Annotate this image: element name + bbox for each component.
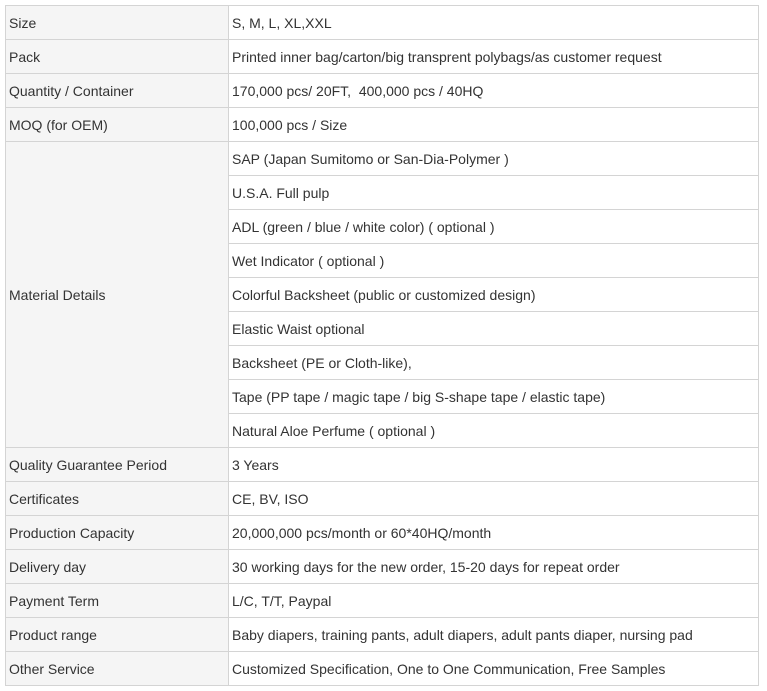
- spec-row-quality-guarantee: [6, 448, 759, 482]
- spec-label: Quantity / Container: [6, 74, 229, 108]
- spec-value: Baby diapers, training pants, adult diapers, adult pants diaper, nursing pad: [229, 618, 759, 652]
- spec-row-production-capacity: [6, 516, 759, 550]
- spec-value: CE, BV, ISO: [229, 482, 759, 516]
- material-item: U.S.A. Full pulp: [229, 176, 759, 210]
- spec-label-material: Material Details: [6, 142, 229, 448]
- spec-value: 3 Years: [229, 448, 759, 482]
- spec-row-delivery-day: [6, 550, 759, 584]
- spec-row-product-range: [6, 618, 759, 652]
- spec-value: 170,000 pcs/ 20FT, 400,000 pcs / 40HQ: [229, 74, 759, 108]
- spec-label: MOQ (for OEM): [6, 108, 229, 142]
- spec-value: L/C, T/T, Paypal: [229, 584, 759, 618]
- spec-value: S, M, L, XL,XXL: [229, 6, 759, 40]
- spec-row-size: [6, 6, 759, 40]
- spec-value: Customized Specification, One to One Communication, Free Samples: [229, 652, 759, 686]
- spec-row-moq: [6, 108, 759, 142]
- material-item: Backsheet (PE or Cloth-like),: [229, 346, 759, 380]
- spec-row-other-service: [6, 652, 759, 686]
- product-spec-table: [5, 5, 759, 686]
- material-item: SAP (Japan Sumitomo or San-Dia-Polymer ): [229, 142, 759, 176]
- spec-table-body: [6, 6, 759, 686]
- spec-value: 30 working days for the new order, 15-20 days for repeat order: [229, 550, 759, 584]
- material-item: Elastic Waist optional: [229, 312, 759, 346]
- material-item: Natural Aloe Perfume ( optional ): [229, 414, 759, 448]
- spec-label: Quality Guarantee Period: [6, 448, 229, 482]
- material-item: Colorful Backsheet (public or customized design): [229, 278, 759, 312]
- spec-label: Product range: [6, 618, 229, 652]
- spec-value: 100,000 pcs / Size: [229, 108, 759, 142]
- spec-row-material: [6, 142, 759, 176]
- material-item: Tape (PP tape / magic tape / big S-shape tape / elastic tape): [229, 380, 759, 414]
- spec-label: Production Capacity: [6, 516, 229, 550]
- spec-value: 20,000,000 pcs/month or 60*40HQ/month: [229, 516, 759, 550]
- spec-row-pack: [6, 40, 759, 74]
- spec-row-payment-term: [6, 584, 759, 618]
- spec-row-quantity: [6, 74, 759, 108]
- spec-label: Other Service: [6, 652, 229, 686]
- spec-label: Certificates: [6, 482, 229, 516]
- spec-label: Payment Term: [6, 584, 229, 618]
- spec-label: Delivery day: [6, 550, 229, 584]
- spec-label: Pack: [6, 40, 229, 74]
- spec-row-certificates: [6, 482, 759, 516]
- spec-value: Printed inner bag/carton/big transprent polybags/as customer request: [229, 40, 759, 74]
- spec-label: Size: [6, 6, 229, 40]
- material-item: ADL (green / blue / white color) ( optional ): [229, 210, 759, 244]
- material-item: Wet Indicator ( optional ): [229, 244, 759, 278]
